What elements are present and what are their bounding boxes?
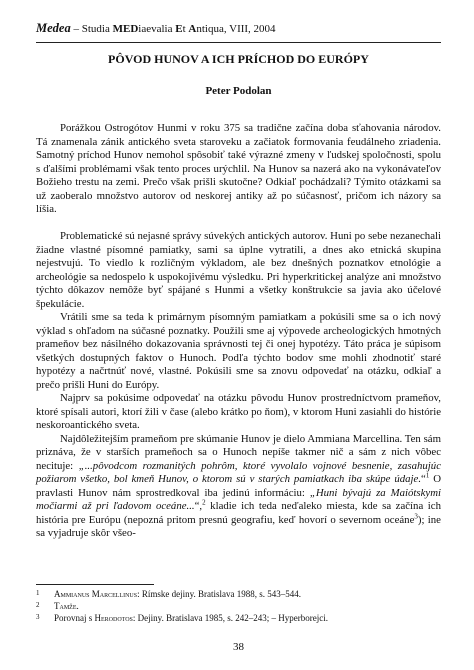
paragraph: Vrátili sme sa teda k primárnym písomným pamiatkam a pokúsili sme sa o ich nový výklad s ohľadom na súčasné poznatky. Použili sme aj výpovede archeologických hmotných prameňov bez násilného dokazovania správnosti tej či onej hypotézy. Táto práca je súpisom všetkých dostupných faktov o Hunoch. Podľa týchto bodov sme mohli zhodnotiť staré hypotézy a načrtnúť nové, vlastné. Pokúsili sme sa znovu odpovedať na otázku, odkiaľ a prečo prišli Huni do Európy. [36, 311, 441, 391]
footnote [36, 600, 441, 612]
header-text-mid: iaevalia [138, 23, 176, 35]
footnote [36, 588, 441, 600]
footnote [36, 612, 441, 624]
article-author: Peter Podolan [205, 85, 272, 97]
footnote-text [54, 600, 79, 612]
journal-logo: Medea [36, 21, 71, 35]
footnote-rule [36, 584, 154, 585]
footnote-body: : Rímske dejiny. Bratislava 1988, s. 543–544. [137, 589, 301, 599]
footnote-body: : Dejiny. Bratislava 1985, s. 242–243; – Hyperborejci. [132, 613, 329, 623]
footnote-body: . [76, 601, 79, 611]
footnote-mark[interactable]: 2 [202, 498, 206, 507]
quote-close: “ [421, 473, 426, 485]
paragraph-text: Najdôležitejším prameňom pre skúmanie Hunov je dielo Ammiana Marcellina. Ten sám priznáva, že v starších prameňoch sa o Hunoch nepíše takmer nič a sám z nich vôbec necituje: [36, 432, 441, 472]
paragraph: Problematické sú nejasné správy súvekých antických autorov. Huni po sebe nezanechali žiadne vlastné písomné pamiatky, sami sa úplne vytratili, a dnes ako etnická skupina nejestvujú. To viedlo k rozličným výkladom, ale bez dnešných poznatkov etnológie a archeológie sa nedospelo k uspokojivému výsledku. Pri hyperkritickej analýze ani množstvo týchto dôkazov nemôže byť spájané s Hunmi a všetky konštrukcie sa javia ako účelové špekulácie. [36, 230, 441, 310]
footnote-author: Herodotos [94, 613, 133, 623]
paragraph: Porážkou Ostrogótov Hunmi v roku 375 sa tradične začína doba sťahovania národov. Tá znamenala zánik antického sveta staroveku a začiatok formovania feudálneho zriadenia. Samotný príchod Hunov nemohol spôsobiť také výrazné zmeny v ľudskej spoločnosti, spolu s ďalšími problémami však tento proces urýchlil. Na Hunov sa nazerá ako na vykonávateľov Božieho trestu na zemi. Prečo však prišli skutočne? Odkiaľ pochádzali? Týmito otázkami sa už zaoberalo množstvo autorov od neskorej antiky až po súčasnosť, pričom ich názory sa líšia. [36, 122, 441, 215]
footnote-text [54, 612, 328, 624]
header-text-prefix: – Studia [70, 23, 113, 35]
running-header [36, 22, 441, 36]
footnote-author: Ammianus Marcellinus [54, 589, 138, 599]
header-text-mid2: t [182, 23, 189, 35]
footnote-text [54, 588, 301, 600]
page-number: 38 [233, 641, 244, 653]
paragraph [36, 433, 441, 541]
footnote-author: Tamže [54, 601, 77, 611]
paragraph: Najprv sa pokúsime odpovedať na otázku pôvodu Hunov prostredníctvom prameňov, ktoré spísali autori, ktorí žili v čase (alebo krátko po ňom), v ktorom Huni zasiahli do histórie neskoroantického sveta. [36, 392, 441, 431]
header-rule [36, 42, 441, 43]
footnote-mark[interactable]: 1 [425, 471, 430, 480]
paragraph-text: ); ine sa vyjadruje skôr všeo- [36, 513, 441, 539]
article-body [36, 122, 441, 541]
footnotes [36, 588, 441, 624]
quotation: „...pôvodcom rozmanitých pohrôm, ktoré vyvolalo vojnové besnenie, zasahujúc požiarom všetko, bol kmeň Hunov, o ktorom sú v starých pamiatkach iba skúpe údaje. [36, 459, 441, 485]
quotation: „Huni bývajú za Maiótskymi močiarmi až pri ľadovom oceáne... [36, 486, 441, 512]
header-text-bold-3: A [188, 23, 197, 35]
paragraph-text: O pravlasti Hunov nám sprostredkoval iba jedinú informáciu: [36, 473, 441, 499]
quote-close: “, [194, 500, 203, 512]
header-text-bold-2: E [175, 23, 183, 35]
article-title: PÔVOD HUNOV A ICH PRÍCHOD DO EURÓPY [108, 52, 369, 66]
header-text-tail: ntiqua, VIII, 2004 [196, 23, 276, 35]
header-text-bold-1: MED [112, 23, 139, 35]
paragraph-text: kladie ich teda neďaleko miesta, kde sa začína ich história pre Európu (nepozná pritom presnú geografiu, keď hovorí o severnom oceáne [36, 500, 441, 526]
footnote-number: 1 [36, 589, 40, 597]
footnote-number: 3 [36, 613, 40, 621]
footnote-number: 2 [36, 601, 40, 609]
footnote-prefix: Porovnaj s [54, 613, 95, 623]
footnote-mark[interactable]: 3 [414, 511, 418, 520]
